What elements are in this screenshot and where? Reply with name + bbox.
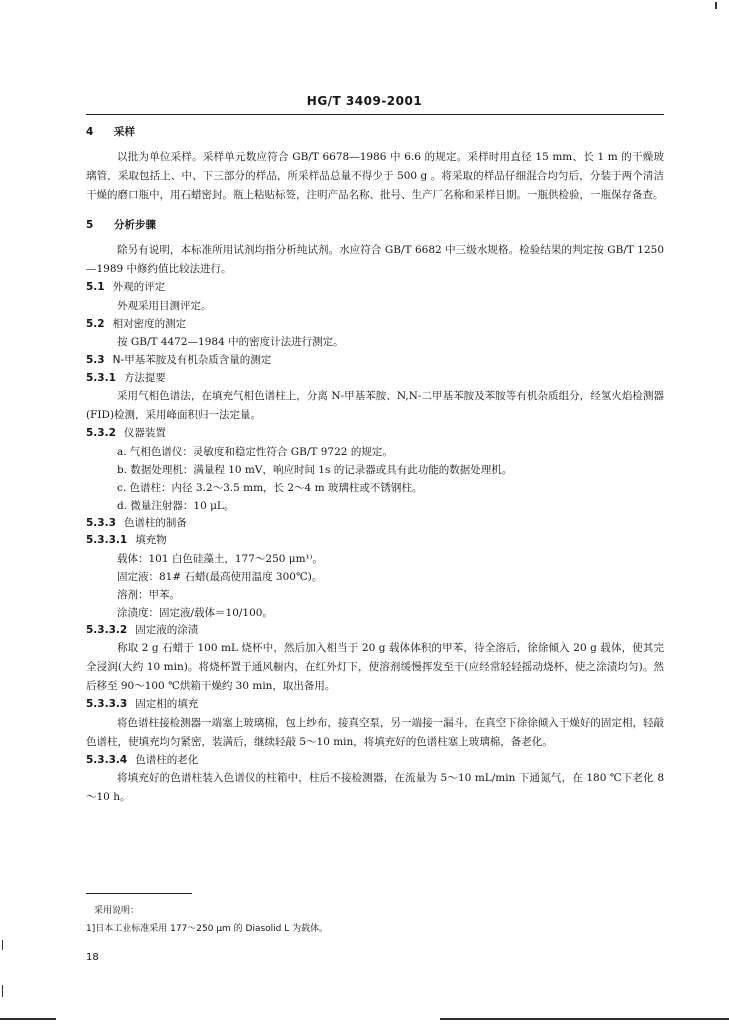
scan-edge-mark bbox=[2, 940, 3, 950]
packing-item-solvent: 溶剂：甲苯。 bbox=[117, 588, 180, 601]
section-5-3-2-heading: 5.3.2 仪器装置 bbox=[86, 427, 166, 439]
packing-item-carrier: 载体：101 白色硅藻土，177～250 μm¹⁾。 bbox=[117, 552, 323, 565]
instrument-item-c: c. 色谱柱：内径 3.2～3.5 mm，长 2～4 m 玻璃柱或不锈钢柱。 bbox=[117, 481, 423, 494]
packing-item-stationary: 固定液：81# 石蜡(最高使用温度 300℃)。 bbox=[117, 570, 323, 583]
section-5-2-heading: 5.2 相对密度的测定 bbox=[86, 317, 187, 330]
section-5-heading: 5 分析步骤 bbox=[86, 219, 156, 231]
scan-edge-mark bbox=[440, 1018, 729, 1020]
section-4-heading: 4 采样 bbox=[86, 126, 135, 138]
footnote-title: 采用说明： bbox=[94, 906, 140, 916]
section-5-paragraph: 除另有说明，本标准所用试剂均指分析纯试剂。水应符合 GB/T 6682 中三级水规格。检验结果的判定按 GB/T 1250—1989 中修约值比较法进行。 bbox=[86, 244, 664, 275]
page-content bbox=[86, 124, 664, 807]
section-4-paragraph: 以批为单位采样。采样单元数应符合 GB/T 6678—1986 中 6.6 的规定。采样时用直径 15 mm、长 1 m 的干燥玻璃管，采取包括上、中、下三部分的样品，所采样品总量不得少于 500 g 。将采取的样品仔细混合均匀后，分装于两个清洁干燥的磨口瓶中，用石蜡密封。瓶上粘贴标签，注明产品名称、批号、生产厂名称和采样日期。一瓶供检验，一瓶保存备查。 bbox=[86, 151, 664, 201]
section-5-3-3-4-paragraph: 将填充好的色谱柱装入色谱仪的柱箱中，柱后不接检测器，在流量为 5～10 mL/min 下通氮气，在 180 ℃下老化 8～10 h。 bbox=[86, 772, 664, 803]
section-5-1-heading: 5.1 外观的评定 bbox=[86, 281, 166, 293]
instrument-item-a: a. 气相色谱仪：灵敏度和稳定性符合 GB/T 9722 的规定。 bbox=[117, 445, 393, 458]
section-5-3-3-4-heading: 5.3.3.4 色谱柱的老化 bbox=[86, 753, 199, 766]
instrument-item-d: d. 微量注射器：10 μL。 bbox=[117, 499, 235, 512]
section-5-2-paragraph: 按 GB/T 4472—1984 中的密度计法进行测定。 bbox=[117, 336, 344, 348]
section-5-3-3-1-heading: 5.3.3.1 填充物 bbox=[86, 534, 167, 546]
instrument-item-b: b. 数据处理机：满量程 10 mV，响应时间 1s 的记录器或具有此功能的数据处理机。 bbox=[117, 463, 513, 476]
header-rule bbox=[86, 114, 664, 115]
section-5-3-3-3-paragraph: 将色谱柱接检测器一端塞上玻璃棉，包上纱布，接真空泵，另一端接一漏斗，在真空下徐徐倾入干燥好的固定相，轻敲色谱柱，使填充均匀紧密，装满后，继续轻敲 5～10 min，将填充好的色谱柱塞上玻璃棉，备老化。 bbox=[86, 716, 664, 748]
page-header: HG/T 3409-2001 bbox=[306, 94, 423, 108]
section-5-3-3-2-paragraph: 称取 2 g 石蜡于 100 mL 烧杯中，然后加入相当于 20 g 载体体积的甲苯，待全溶后，徐徐倾入 20 g 载体，使其完全浸润(大约 10 min)。将烧杯置于通风橱内，在红外灯下，使溶剂缓慢挥发至干(应经常轻轻摇动烧杯，使之涂渍均匀)。然后移至 90～100 ℃烘箱干燥约 30 min，取出备用。 bbox=[86, 642, 664, 692]
section-5-3-heading: 5.3 N-甲基苯胺及有机杂质含量的测定 bbox=[86, 354, 272, 366]
section-5-3-3-3-heading: 5.3.3.3 固定相的填充 bbox=[86, 698, 199, 710]
scan-edge-mark bbox=[715, 2, 717, 9]
section-5-1-paragraph: 外观采用目测评定。 bbox=[117, 299, 212, 312]
scan-edge-mark bbox=[2, 985, 3, 997]
section-5-3-1-heading: 5.3.1 方法提要 bbox=[86, 371, 166, 384]
section-5-3-1-paragraph: 采用气相色谱法，在填充气相色谱柱上，分离 N-甲基苯胺、N,N-二甲基苯胺及苯胺等有机杂质组分，经氢火焰检测器(FID)检测，采用峰面积归一法定量。 bbox=[86, 390, 664, 421]
section-5-3-3-heading: 5.3.3 色谱柱的制备 bbox=[86, 516, 187, 529]
packing-item-loading: 涂渍度：固定液/载体＝10/100。 bbox=[117, 606, 273, 619]
scan-edge-mark bbox=[0, 1018, 56, 1020]
footnote-rule bbox=[86, 893, 192, 894]
footnote-text: 1]日本工业标准采用 177～250 μm 的 Diasolid L 为载体。 bbox=[86, 924, 329, 934]
page-number: 18 bbox=[86, 952, 99, 963]
section-5-3-3-2-heading: 5.3.3.2 固定液的涂渍 bbox=[86, 623, 199, 636]
